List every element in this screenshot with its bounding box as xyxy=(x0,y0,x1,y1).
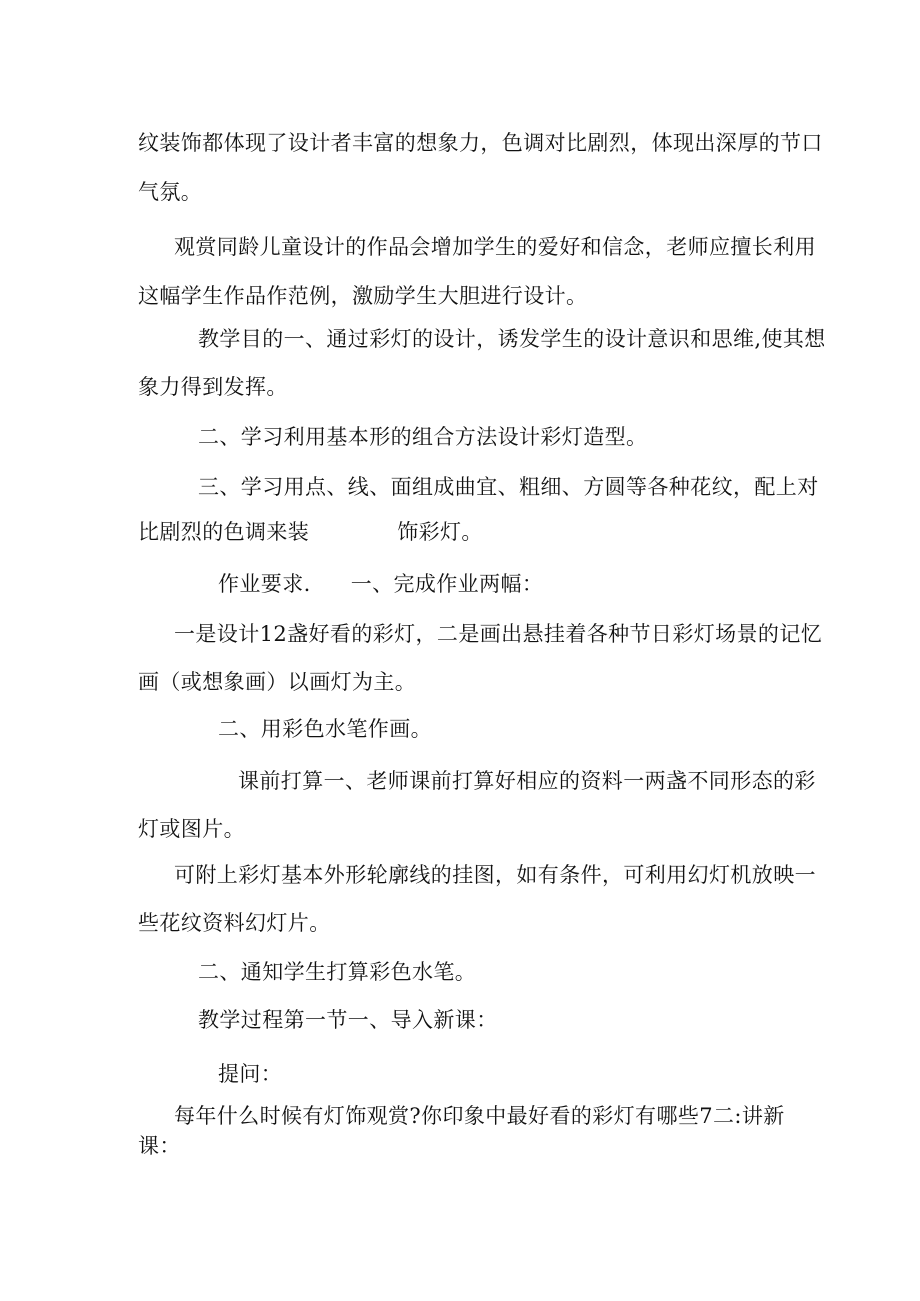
body-text-line: 二、学习利用基本形的组合方法设计彩灯造型。 xyxy=(198,425,648,449)
body-text-line: 观赏同龄儿童设计的作品会增加学生的爱好和信念，老师应擅长利用 xyxy=(174,235,816,259)
body-text-line: 纹装饰都体现了设计者丰富的想象力，色调对比剧烈，体现出深厚的节口 xyxy=(138,131,823,155)
body-text-line: 可附上彩灯基本外形轮廓线的挂图，如有条件，可利用幻灯机放映一 xyxy=(174,863,816,887)
body-text-line: 这幅学生作品作范例，激励学生大胆进行设计。 xyxy=(138,284,588,308)
body-text-line: 教学目的一、通过彩灯的设计，诱发学生的设计意识和思维,使其想 xyxy=(198,327,826,351)
body-text-line: 些花纹资料幻灯片。 xyxy=(138,911,331,935)
body-text-line: 气氛。 xyxy=(138,180,203,204)
body-text-line xyxy=(218,570,543,598)
body-text-line: 三、学习用点、线、面组成曲宜、粗细、方圆等各种花纹，配上对 xyxy=(198,475,819,499)
text-fragment: 饰彩灯。 xyxy=(397,520,483,544)
body-text-line: 教学过程第一节一、导入新课： xyxy=(198,1008,498,1032)
body-text-line: 二、用彩色水笔作画。 xyxy=(218,717,432,741)
body-text-line: 二、通知学生打算彩色水笔。 xyxy=(198,960,477,984)
body-text-line: 画（或想象画）以画灯为主。 xyxy=(138,670,417,694)
body-text-line: 象力得到发挥。 xyxy=(138,375,288,399)
body-text-line: 每年什么时候有灯饰观赏?你印象中最好看的彩灯有哪些7二:讲新 xyxy=(174,1104,785,1128)
body-text-line: 灯或图片。 xyxy=(138,817,245,841)
body-text-line: 提问： xyxy=(218,1062,283,1086)
text-fragment: 作业要求. xyxy=(218,572,311,596)
body-text-line xyxy=(138,518,483,546)
body-text-line: 一是设计12盏好看的彩灯，二是画出悬挂着各种节日彩灯场景的记忆 xyxy=(174,622,823,646)
body-text-line: 课前打算一、老师课前打算好相应的资料一两盏不同形态的彩 xyxy=(238,769,816,793)
text-fragment: 一、完成作业两幅： xyxy=(350,572,544,596)
body-text-line: 课： xyxy=(138,1134,181,1158)
text-fragment: 比剧烈的色调来装 xyxy=(138,520,310,544)
